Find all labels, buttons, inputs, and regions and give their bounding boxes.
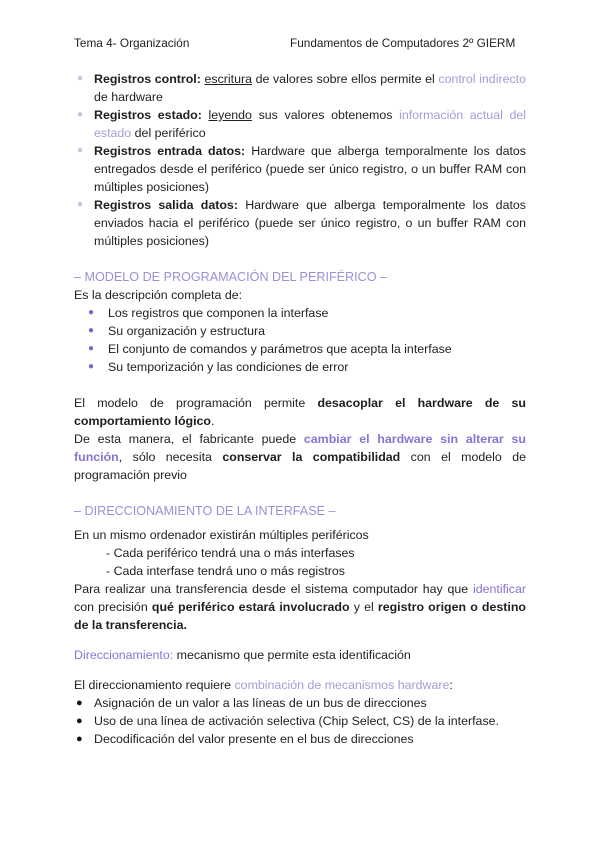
register-title: Registros control: (94, 72, 201, 86)
text-emphasis: qué periférico estará involucrado (151, 600, 350, 614)
text-highlight: cambiar el hardware sin alterar su función (74, 432, 526, 464)
requirement-list (74, 694, 526, 748)
sub-item: - Cada interfase tendrá uno o más registros (106, 564, 345, 578)
register-text: Hardware que alberga temporalmente los datos enviados hacia el periférico (puede ser único registro, o un buffer RAM con múltiples posiciones) (94, 198, 526, 248)
register-text: de valores sobre ellos permite el (255, 72, 435, 86)
sub-item: - Cada periférico tendrá una o más interfases (106, 546, 355, 560)
section-title-direccionamiento: – DIRECCIONAMIENTO DE LA INTERFASE – (74, 504, 336, 518)
list-item-text: Su temporización y las condiciones de error (108, 360, 349, 374)
register-action: escritura (204, 72, 252, 86)
list-item (74, 196, 526, 250)
bullet-icon: ● (76, 697, 83, 709)
register-text: del periférico (134, 126, 206, 140)
bullet-icon: ● (77, 109, 84, 120)
paragraph-transfer (74, 580, 526, 634)
list-item-text: Decodificación del valor presente en el bus de direcciones (94, 732, 414, 746)
text-emphasis: registro origen o destino de la transferencia. (74, 600, 526, 632)
bullet-icon: ● (88, 343, 95, 354)
text-run: con el modelo de programación previo (74, 450, 526, 482)
bullet-icon: ● (88, 361, 95, 372)
register-highlight: información actual del estado (94, 108, 526, 140)
bullet-icon: ● (77, 73, 84, 84)
definition-term: Direccionamiento: (74, 648, 174, 662)
section-title-modelo: – MODELO DE PROGRAMACIÓN DEL PERIFÉRICO – (74, 270, 388, 284)
text-emphasis: conservar la compatibilidad (222, 450, 401, 464)
bullet-icon: ● (76, 715, 83, 727)
list-item-text: Los registros que componen la interfase (108, 306, 329, 320)
modelo-list (74, 304, 526, 376)
register-title: Registros entrada datos: (94, 144, 246, 158)
text-run: El direccionamiento requiere (74, 678, 232, 692)
paragraph-decouple (74, 394, 526, 430)
list-item (74, 694, 526, 712)
list-item (74, 70, 526, 106)
text-run: El modelo de programación permite (74, 396, 306, 410)
list-item (74, 142, 526, 196)
bullet-icon: ● (77, 145, 84, 156)
list-item-text: Asignación de un valor a las líneas de un bus de direcciones (94, 696, 427, 710)
direccionamiento-intro: En un mismo ordenador existirán múltiples periféricos (74, 528, 369, 542)
text-emphasis: desacoplar el hardware de su comportamiento lógico (74, 396, 526, 428)
text-run: : (449, 678, 453, 692)
list-item (74, 730, 526, 748)
text-run: De esta manera, el fabricante puede (74, 432, 297, 446)
list-item (74, 322, 526, 340)
register-text: Hardware que alberga temporalmente los datos entregados desde el periférico (puede ser único registro, o un buffer RAM con múltiples posiciones) (94, 144, 527, 194)
list-item (74, 340, 526, 358)
text-run: y el (353, 600, 374, 614)
definition (74, 646, 526, 664)
list-item-text: El conjunto de comandos y parámetros que acepta la interfase (108, 342, 452, 356)
register-text: de hardware (94, 90, 163, 104)
register-title: Registros estado: (94, 108, 202, 122)
requirement-intro (74, 676, 526, 694)
list-item-text: Su organización y estructura (108, 324, 266, 338)
bullet-icon: ● (76, 733, 83, 745)
register-list (74, 70, 526, 250)
paragraph-compat (74, 430, 526, 484)
text-run: . (211, 414, 215, 428)
bullet-icon: ● (88, 325, 95, 336)
list-item (74, 304, 526, 322)
list-item (74, 106, 526, 142)
register-text: sus valores obtenemos (258, 108, 393, 122)
text-highlight: identificar (472, 582, 526, 596)
list-item-text: Uso de una línea de activación selectiva (Chip Select, CS) de la interfase. (94, 714, 499, 728)
text-highlight: combinación de mecanismos hardware (234, 678, 450, 692)
bullet-icon: ● (88, 307, 95, 318)
page-content (74, 70, 526, 748)
text-run: Para realizar una transferencia desde el sistema computador hay que (74, 582, 469, 596)
definition-text: mecanismo que permite esta identificación (176, 648, 411, 662)
modelo-intro: Es la descripción completa de: (74, 288, 243, 302)
register-title: Registros salida datos: (94, 198, 238, 212)
text-run: con precisión (74, 600, 148, 614)
register-highlight: control indirecto (438, 72, 526, 86)
register-action: leyendo (208, 108, 252, 122)
list-item (74, 712, 526, 730)
header-course: Fundamentos de Computadores 2º GIERM (290, 36, 516, 50)
text-run: , sólo necesita (118, 450, 212, 464)
header-topic: Tema 4- Organización (74, 36, 190, 50)
bullet-icon: ● (77, 199, 84, 210)
list-item (74, 358, 526, 376)
